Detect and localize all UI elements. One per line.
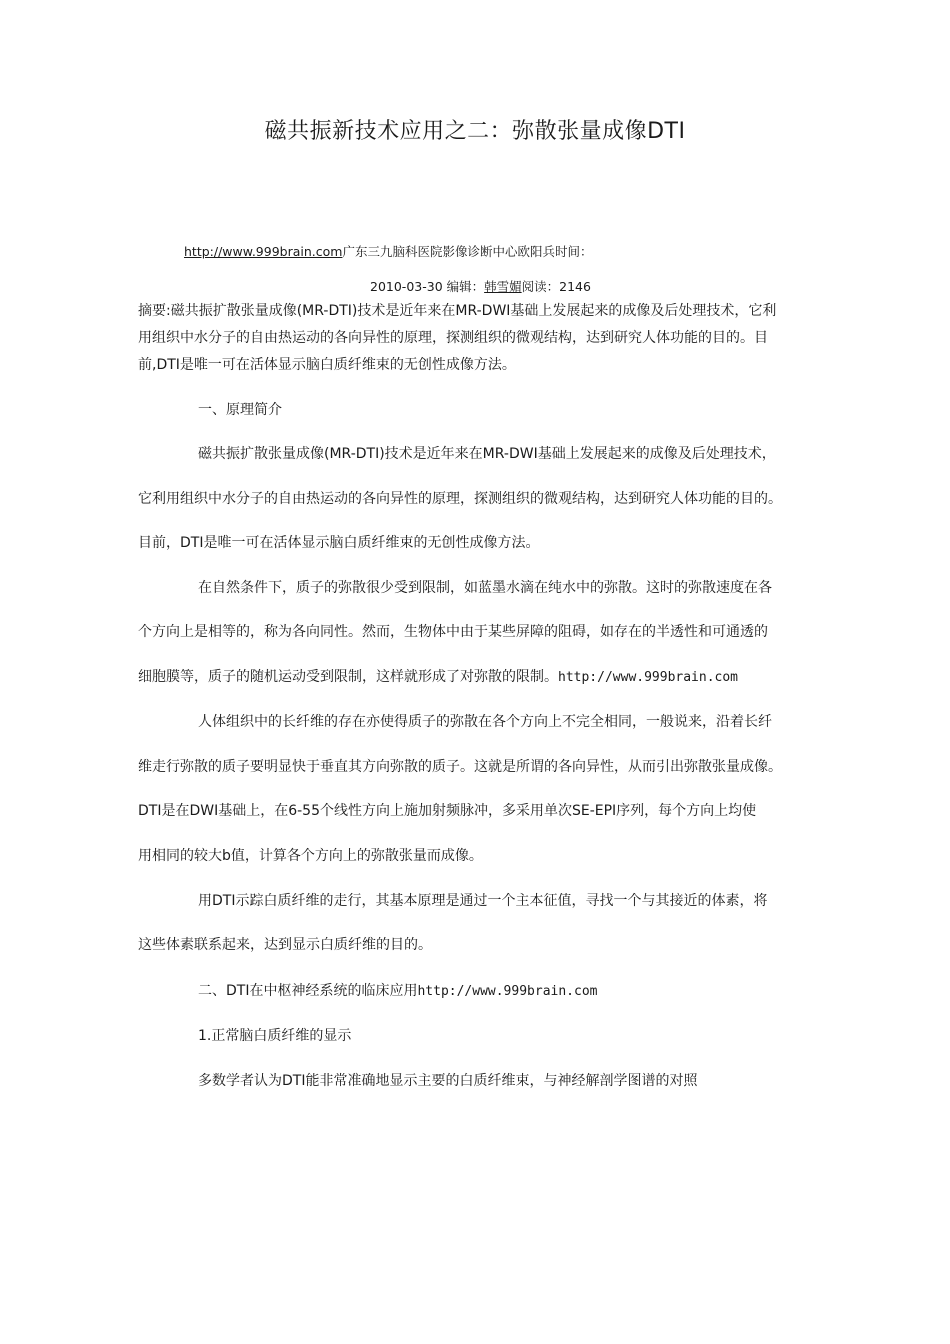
read-count: 阅读：2146 (521, 279, 591, 294)
source-text: 广东三九脑科医院影像诊断中心欧阳兵时间： (342, 244, 593, 259)
abstract-line: 用组织中水分子的自由热运动的各向异性的原理，探测组织的微观结构，达到研究人体功能的目的。目 (138, 330, 768, 346)
paragraph-line: 人体组织中的长纤维的存在亦使得质子的弥散在各个方向上不完全相同，一般说来，沿着长纤 (198, 714, 772, 730)
date-label: 2010-03-30 编辑： (370, 279, 485, 294)
paragraph-line: 用相同的较大b值，计算各个方向上的弥散张量而成像。 (138, 848, 483, 864)
inline-url: http://www.999brain.com (558, 670, 739, 685)
section-heading-principle: 一、原理简介 (198, 402, 282, 418)
subsection-heading: 1.正常脑白质纤维的显示 (198, 1028, 352, 1044)
abstract (138, 298, 818, 379)
paragraph-line: 它利用组织中水分子的自由热运动的各向异性的原理，探测组织的微观结构，达到研究人体功能的目的。 (138, 491, 782, 507)
paragraph-line (138, 667, 738, 688)
paragraph-line: 磁共振扩散张量成像(MR-DTI)技术是近年来在MR-DWI基础上发展起来的成像及后处理技术， (198, 446, 776, 462)
paragraph-line: DTI是在DWI基础上，在6-55个线性方向上施加射频脉冲，多采用单次SE-EPI序列，每个方向上均使 (138, 803, 757, 819)
paragraph-line: 这些体素联系起来，达到显示白质纤维的目的。 (138, 937, 432, 953)
paragraph-line: 维走行弥散的质子要明显快于垂直其方向弥散的质子。这就是所谓的各向异性，从而引出弥散张量成像。 (138, 759, 782, 775)
paragraph-text: 细胞膜等，质子的随机运动受到限制，这样就形成了对弥散的限制。 (138, 669, 558, 685)
abstract-line: 前,DTI是唯一可在活体显示脑白质纤维束的无创性成像方法。 (138, 357, 516, 373)
page-title: 磁共振新技术应用之二：弥散张量成像DTI (264, 119, 686, 144)
date-line (370, 277, 591, 295)
source-link[interactable]: http://www.999brain.com (184, 244, 343, 259)
paragraph-line: 目前，DTI是唯一可在活体显示脑白质纤维束的无创性成像方法。 (138, 535, 540, 551)
paragraph-line: 在自然条件下，质子的弥散很少受到限制，如蓝墨水滴在纯水中的弥散。这时的弥散速度在各 (198, 580, 772, 596)
abstract-line: 摘要:磁共振扩散张量成像(MR-DTI)技术是近年来在MR-DWI基础上发展起来的成像及后处理技术，它利 (138, 303, 777, 319)
paragraph-line: 个方向上是相等的，称为各向同性。然而，生物体中由于某些屏障的阻碍，如存在的半透性和可通透的 (138, 624, 768, 640)
source-line (184, 242, 592, 260)
section-heading-text: 二、DTI在中枢神经系统的临床应用 (198, 983, 418, 999)
paragraph-line: 用DTI示踪白质纤维的走行，其基本原理是通过一个主本征值，寻找一个与其接近的体素，将 (198, 893, 768, 909)
inline-url: http://www.999brain.com (417, 984, 598, 999)
editor-name: 韩雪媚 (484, 279, 522, 294)
paragraph-line: 多数学者认为DTI能非常准确地显示主要的白质纤维束，与神经解剖学图谱的对照 (198, 1073, 698, 1089)
section-heading-clinical (198, 981, 597, 1002)
